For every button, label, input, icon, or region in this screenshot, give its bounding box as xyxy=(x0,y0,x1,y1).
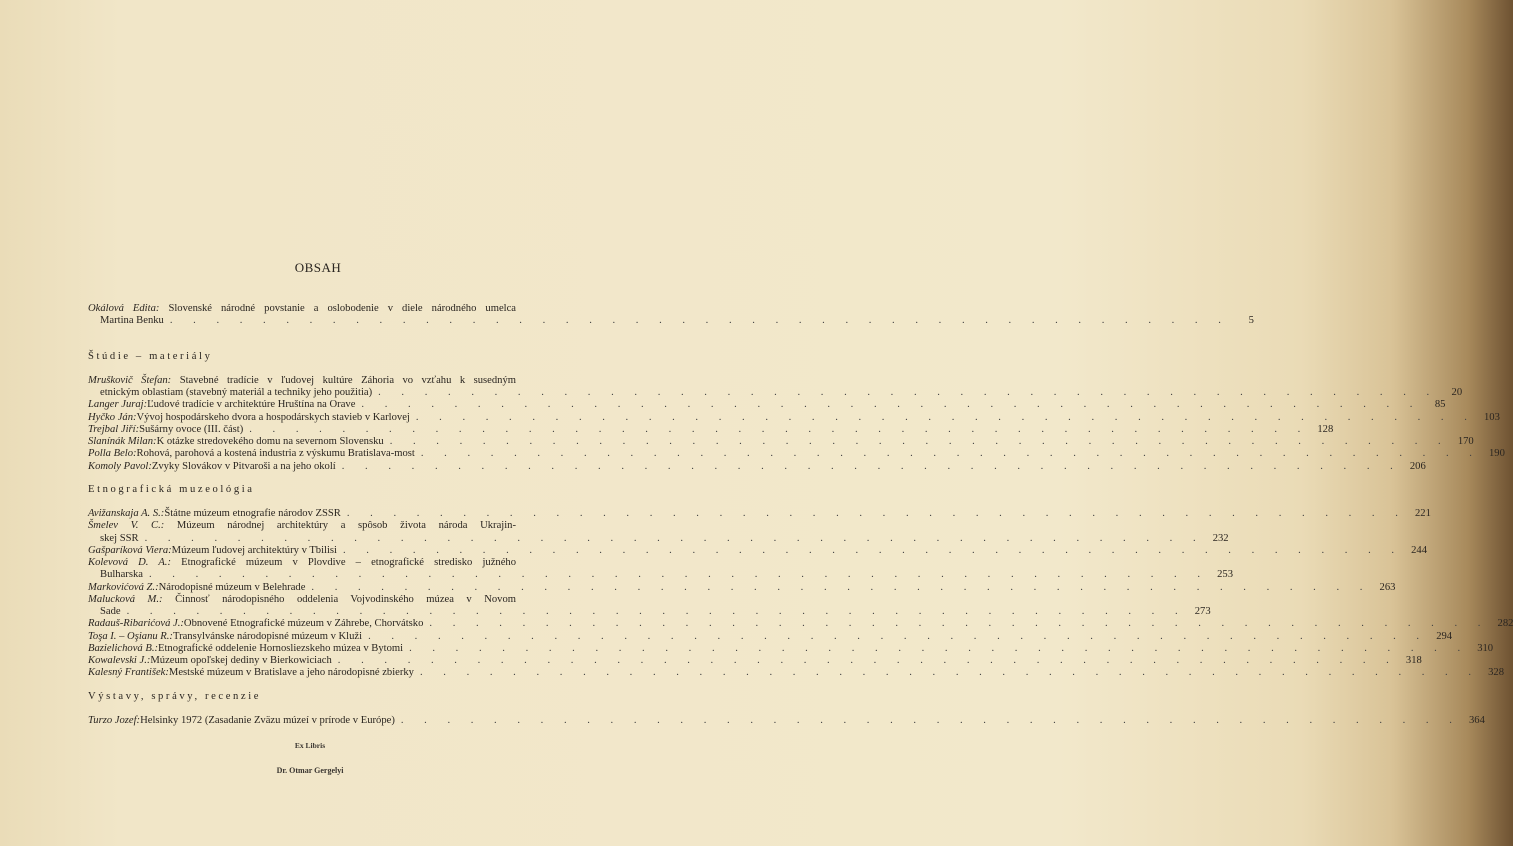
entry-line xyxy=(88,544,1428,557)
page-number: 364 xyxy=(1468,714,1485,726)
leader-dots: . . . . . . . . . . . . . . . . . . . . . . . . . . . . . . . . . . . . . . . . . . . . . . xyxy=(249,423,1310,435)
entry-line xyxy=(88,714,1485,727)
page-number: 103 xyxy=(1483,411,1500,423)
toc-entry xyxy=(88,411,1500,424)
leader-dots: . . . . . . . . . . . . . . . . . . . . . . . . . . . . . . . . . . . . . . . . . . . . . . xyxy=(343,544,1404,556)
ex-libris-owner: Dr. Otmar Gergelyi xyxy=(276,766,344,775)
page-number: 282 xyxy=(1497,618,1513,630)
entry-title: Rohová, parohová a kostená industria z výskumu Bratislava-most xyxy=(136,448,415,460)
ex-libris-stamp: Ex Libris xyxy=(294,741,326,750)
section-heading: Štúdie – materiály xyxy=(88,350,213,362)
entry-line xyxy=(88,315,1254,327)
entry-author: Langer Juraj: xyxy=(88,399,148,411)
entry-title: Ľudové tradície v architektúre Hruštína na Orave xyxy=(147,399,356,411)
entry-author: Komoly Pavol: xyxy=(88,460,152,472)
entry-line xyxy=(88,655,1422,667)
leader-dots: . . . . . . . . . . . . . . . . . . . . . . . . . . . . . . . . . . . . . . . . . . . . . . xyxy=(126,606,1187,617)
leader-dots: . . . . . . . . . . . . . . . . . . . . . . . . . . . . . . . . . . . . . . . . . . . . . . xyxy=(400,714,1461,726)
entry-author: Mruškovič Štefan: xyxy=(88,374,172,386)
entry-author: Hyčko Ján: xyxy=(88,411,137,423)
page-number: 128 xyxy=(1317,423,1334,435)
entry-title: K otázke stredovekého domu na severnom Slovensku xyxy=(156,436,384,447)
entry-title: Múzeum ľudovej architektúry v Tbilisi xyxy=(171,544,337,556)
entry-author: Avižanskaja A. S.: xyxy=(88,508,165,519)
entry-line xyxy=(88,375,516,387)
entry-line xyxy=(88,532,1229,545)
entry-title-continued: Sade xyxy=(100,606,121,617)
toc-entry xyxy=(88,448,1505,460)
page-number: 310 xyxy=(1477,642,1494,654)
entry-author: Šmelev V. C.: xyxy=(88,520,165,532)
section-heading: Etnografická muzeológia xyxy=(88,483,255,495)
leader-dots: . . . . . . . . . . . . . . . . . . . . . . . . . . . . . . . . . . . . . . . . . . . . . . xyxy=(419,667,1480,679)
entry-title: Transylvánske národopisné múzeum v Kluži xyxy=(172,630,363,642)
entry-title: Slovenské národné povstanie a oslobodenie v diele národného umelca xyxy=(168,303,516,314)
entry-line xyxy=(88,618,1513,630)
leader-dots: . . . . . . . . . . . . . . . . . . . . . . . . . . . . . . . . . . . . . . . . . . . . . . xyxy=(148,569,1209,581)
toc-section xyxy=(88,483,1513,680)
entry-title: Múzeum národnej architektúry a spôsob života národa Ukrajin- xyxy=(176,520,516,532)
entry-line xyxy=(88,520,516,532)
leader-dots: . . . . . . . . . . . . . . . . . . . . . . . . . . . . . . . . . . . . . . . . . . . . . . xyxy=(169,315,1230,327)
entry-line xyxy=(88,303,516,315)
toc-entry xyxy=(88,655,1422,667)
toc-entry xyxy=(88,581,1396,594)
entry-title: Činnosť národopisného oddelenia Vojvodinského múzea v Novom xyxy=(175,593,516,605)
entry-title: Helsinky 1972 (Zasadanie Zväzu múzeí v prírode v Európe) xyxy=(140,714,395,726)
leader-dots: . . . . . . . . . . . . . . . . . . . . . . . . . . . . . . . . . . . . . . . . . . . . . . xyxy=(429,618,1490,630)
entry-line xyxy=(88,460,1426,473)
leader-dots: . . . . . . . . . . . . . . . . . . . . . . . . . . . . . . . . . . . . . . . . . . . . . . xyxy=(409,642,1470,654)
entry-line xyxy=(88,387,1463,399)
spacer xyxy=(88,328,516,340)
leader-dots: . . . . . . . . . . . . . . . . . . . . . . . . . . . . . . . . . . . . . . . . . . . . . . xyxy=(415,411,1476,423)
leader-dots: . . . . . . . . . . . . . . . . . . . . . . . . . . . . . . . . . . . . . . . . . . . . . . xyxy=(389,436,1450,447)
leader-dots: . . . . . . . . . . . . . . . . . . . . . . . . . . . . . . . . . . . . . . . . . . . . . . xyxy=(341,460,1402,472)
entry-line xyxy=(88,642,1494,655)
entry-title-continued: Martina Benku xyxy=(100,315,164,327)
entry-title: Sušárny ovoce (III. část) xyxy=(139,423,244,435)
toc-entry xyxy=(88,460,1426,473)
entry-title-continued: skej SSR xyxy=(100,532,139,544)
page-number: 294 xyxy=(1436,630,1453,642)
entry-author: Polla Belo: xyxy=(88,448,137,460)
toc-entry xyxy=(88,593,1211,619)
page-number: 20 xyxy=(1451,387,1463,398)
entry-title: Vývoj hospodárskeho dvora a hospodárskych stavieb v Karlovej xyxy=(136,411,410,423)
entry-title: Múzeum opoľskej dediny v Bierkowiciach xyxy=(150,655,332,666)
leader-dots: . . . . . . . . . . . . . . . . . . . . . . . . . . . . . . . . . . . . . . . . . . . . . . xyxy=(311,581,1372,593)
page-number: 190 xyxy=(1489,448,1505,460)
toc-entry xyxy=(88,520,1229,545)
page-number: 232 xyxy=(1212,532,1229,544)
entry-author: Kalesný František: xyxy=(88,667,169,679)
page-number: 221 xyxy=(1414,508,1431,519)
toc-entry xyxy=(88,630,1453,643)
entry-author: Gašparíková Viera: xyxy=(88,544,172,556)
entry-author: Malucková M.: xyxy=(88,593,163,605)
entry-title-continued: Bulharska xyxy=(100,569,143,581)
entry-line xyxy=(88,423,1334,436)
entry-line xyxy=(88,594,516,606)
entry-line xyxy=(88,667,1504,679)
entry-author: Toşa I. – Oşianu R.: xyxy=(88,630,173,642)
leader-dots: . . . . . . . . . . . . . . . . . . . . . . . . . . . . . . . . . . . . . . . . . . . . . . xyxy=(144,532,1205,544)
page-number: 263 xyxy=(1379,581,1396,593)
page-number: 5 xyxy=(1248,315,1254,327)
toc-entry xyxy=(88,667,1504,679)
toc-entry xyxy=(88,423,1334,436)
toc-entry xyxy=(88,436,1474,448)
page-number: 170 xyxy=(1457,436,1474,447)
entry-line xyxy=(88,411,1500,424)
entry-line xyxy=(88,630,1453,643)
entry-title: Obnovené Etnografické múzeum v Záhrebe, Chorvátsko xyxy=(183,618,424,630)
page-number: 244 xyxy=(1411,544,1428,556)
entry-line xyxy=(88,606,1211,618)
page-number: 318 xyxy=(1405,655,1422,666)
entry-title: Štátne múzeum etnografie národov ZSSR xyxy=(164,508,341,519)
entry-title: Etnografické oddelenie Hornosliezskeho múzea v Bytomi xyxy=(158,642,404,654)
entry-author: Kowalevski J.: xyxy=(88,655,151,666)
entry-title: Mestské múzeum v Bratislave a jeho národopisné zbierky xyxy=(168,667,414,679)
leader-dots: . . . . . . . . . . . . . . . . . . . . . . . . . . . . . . . . . . . . . . . . . . . . . . xyxy=(368,630,1429,642)
toc-entry xyxy=(88,544,1428,557)
entry-author: Slanínák Milan: xyxy=(88,436,157,447)
toc-entry xyxy=(88,714,1485,727)
entry-title: Etnografické múzeum v Plovdive – etnografické stredisko južného xyxy=(181,557,516,568)
page-number: 328 xyxy=(1488,667,1504,679)
toc-entry xyxy=(88,374,1463,400)
entry-title: Stavebné tradície v ľudovej kultúre Záhoria vo vzťahu k susedným xyxy=(179,374,516,386)
entry-line xyxy=(88,436,1474,448)
toc-entry xyxy=(88,399,1446,411)
leader-dots: . . . . . . . . . . . . . . . . . . . . . . . . . . . . . . . . . . . . . . . . . . . . . . xyxy=(378,387,1439,398)
entry-author: Markovićová Z.: xyxy=(88,581,159,593)
entry-line xyxy=(88,508,1431,520)
toc-section xyxy=(88,690,1485,728)
entry-line xyxy=(88,557,516,569)
entry-author: Turzo Jozef: xyxy=(88,714,141,726)
page-number: 253 xyxy=(1217,569,1233,581)
toc-section xyxy=(88,350,1505,473)
entry-line xyxy=(88,448,1505,460)
leader-dots: . . . . . . . . . . . . . . . . . . . . . . . . . . . . . . . . . . . . . . . . . . . . . . xyxy=(346,508,1407,519)
toc-entry xyxy=(88,642,1494,655)
leader-dots: . . . . . . . . . . . . . . . . . . . . . . . . . . . . . . . . . . . . . . . . . . . . . . xyxy=(420,448,1481,460)
toc-entry xyxy=(88,303,1254,328)
entry-title: Zvyky Slovákov v Pitvaroši a na jeho okolí xyxy=(151,460,336,472)
entry-title-continued: etnickým oblastiam (stavebný materiál a techniky jeho použitia) xyxy=(100,387,373,398)
entry-author: Okálová Edita: xyxy=(88,303,160,314)
table-of-contents xyxy=(88,303,1513,727)
page-number: 273 xyxy=(1194,606,1211,617)
toc-entry xyxy=(88,557,1233,582)
entry-line xyxy=(88,569,1233,581)
section-heading: Výstavy, správy, recenzie xyxy=(88,690,262,702)
entry-author: Radauš-Ribarićová J.: xyxy=(88,618,184,630)
entry-author: Trejbal Jiří: xyxy=(88,423,140,435)
page-number: 85 xyxy=(1434,399,1446,411)
entry-line xyxy=(88,581,1396,594)
page-number: 206 xyxy=(1409,460,1426,472)
toc-entry xyxy=(88,618,1513,630)
entry-title: Národopisné múzeum v Belehrade xyxy=(158,581,306,593)
leader-dots: . . . . . . . . . . . . . . . . . . . . . . . . . . . . . . . . . . . . . . . . . . . . . . xyxy=(337,655,1398,666)
leader-dots: . . . . . . . . . . . . . . . . . . . . . . . . . . . . . . . . . . . . . . . . . . . . . . xyxy=(361,399,1422,411)
toc-entry xyxy=(88,508,1431,520)
toc-section xyxy=(88,303,1254,328)
entry-author: Bazielichová B.: xyxy=(88,642,159,654)
page-title: OBSAH xyxy=(294,260,342,275)
entry-author: Kolevová D. A.: xyxy=(88,557,171,568)
entry-line xyxy=(88,399,1446,411)
